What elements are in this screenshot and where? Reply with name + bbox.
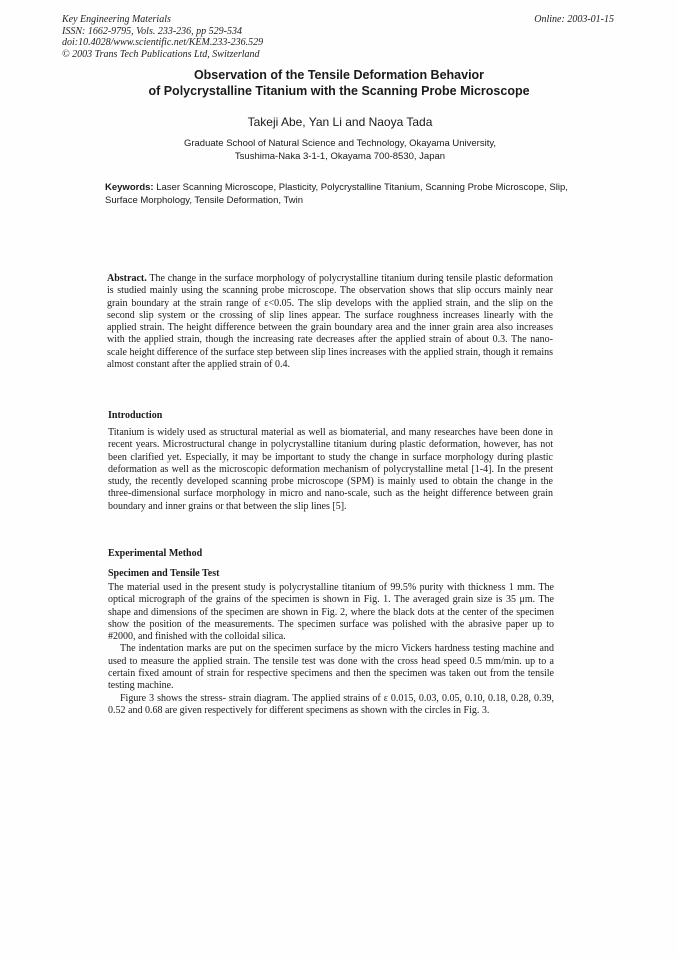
experimental-heading: Experimental Method <box>108 548 203 559</box>
doi-line: doi:10.4028/www.scientific.net/KEM.233-236.529 <box>62 37 264 48</box>
affiliation-line-2: Tsushima-Naka 3-1-1, Okayama 700-8530, Japan <box>234 150 446 162</box>
authors: Takeji Abe, Yan Li and Naoya Tada <box>247 115 433 129</box>
paper-title <box>100 68 578 99</box>
abstract-text: The change in the surface morphology of polycrystalline titanium during tensile plastic deformation is studied mainly using the scanning probe microscope. The observation shows that slip occurs mainly near grain boundary at the strain range of ε<0.05. The slip develops with the applied strain, and the slip on the second slip system or the crossing of slip lines appear. The surface roughness increases linearly with the applied strain. The height difference between the grain boundary area and the inner grain area also increases with the applied strain, though the increasing rate decreases after the applied strain of about 0.3. The nano-scale height difference of the surface step between slip lines increases with the applied strain, though it remains almost constant after the applied strain of 0.4. <box>107 273 553 371</box>
abstract-label: Abstract. <box>107 273 147 284</box>
experimental-paragraph-3: Figure 3 shows the stress- strain diagram. The applied strains of ε 0.015, 0.03, 0.05, 0.10, 0.18, 0.28, 0.39, 0.52 and 0.68 are given respectively for different specimens as shown with the circles in Fig. 3. <box>108 692 554 716</box>
introduction-text: Titanium is widely used as structural material as well as biomaterial, and many researches have been done in recent years. Microstructural change in polycrystalline titanium during plastic deformation, however, has not been clarified yet. Especially, it may be important to study the change in surface morphology during plastic deformation as well as the microscopic deformation mechanism of polycrystalline metal [1-4]. In the present study, the recently developed scanning probe microscope (SPM) is mainly used to obtain the change in the three-dimensional surface morphology in micro and nano-scale, such as the height difference between grain boundary and inner grains or that between the slip lines [5]. <box>108 427 553 512</box>
keywords-text: Laser Scanning Microscope, Plasticity, Polycrystalline Titanium, Scanning Probe Microscope, Slip, Surface Morphology, Tensile Deformation, Twin <box>105 182 568 206</box>
online-date: Online: 2003-01-15 <box>534 14 614 25</box>
affiliation <box>110 138 570 163</box>
copyright-line: © 2003 Trans Tech Publications Ltd, Switzerland <box>62 48 260 60</box>
experimental-paragraph-2: The indentation marks are put on the specimen surface by the micro Vickers hardness testing machine and used to measure the applied strain. The tensile test was done with the cross head speed 0.5 mm/min. up to a certain fixed amount of strain for respective specimens and then the specimen was taken out from the tensile testing machine. <box>108 643 554 692</box>
journal-name: Key Engineering Materials <box>62 14 171 25</box>
affiliation-line-1: Graduate School of Natural Science and Technology, Okayama University, <box>183 138 497 149</box>
introduction-heading: Introduction <box>108 410 163 421</box>
experimental-text <box>108 582 554 717</box>
keywords-label: Keywords: <box>105 182 154 193</box>
title-line-2: of Polycrystalline Titanium with the Scanning Probe Microscope <box>148 83 530 98</box>
issn-line: ISSN: 1662-9795, Vols. 233-236, pp 529-534 <box>62 25 242 37</box>
journal-header <box>62 14 263 60</box>
keywords <box>105 182 575 207</box>
abstract <box>107 273 553 371</box>
specimen-subheading: Specimen and Tensile Test <box>108 568 220 579</box>
title-line-1: Observation of the Tensile Deformation Behavior <box>193 68 485 82</box>
experimental-paragraph-1: The material used in the present study is polycrystalline titanium of 99.5% purity with thickness 1 mm. The optical micrograph of the grains of the specimen is shown in Fig. 1. The averaged grain size is 35 μm. The shape and dimensions of the specimen are shown in Fig. 2, where the black dots at the center of the specimen show the position of the measurements. The specimen surface was polished with the abrasive paper up to #2000, and finished with the colloidal silica. <box>108 582 554 643</box>
